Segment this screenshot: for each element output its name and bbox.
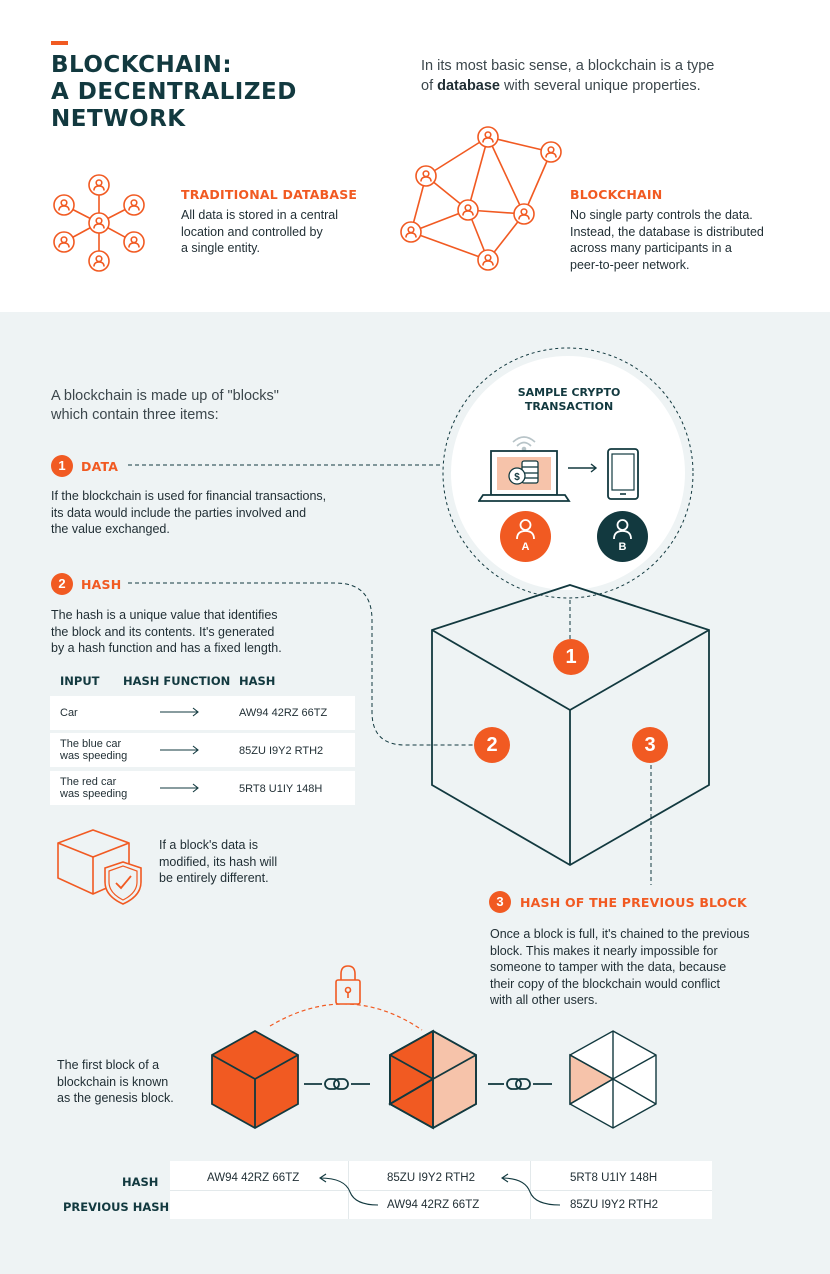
- party-a-label: A: [521, 541, 530, 553]
- intro-line-1: In its most basic sense, a blockchain is a type: [421, 58, 715, 74]
- block-2-previous-hash: AW94 42RZ 66TZ: [387, 1199, 480, 1211]
- person-icon: [124, 195, 144, 215]
- col-header-hash: HASH: [239, 674, 276, 688]
- block-3-previous-hash: 85ZU I9Y2 RTH2: [570, 1199, 658, 1211]
- title-line-2: A DECENTRALIZED: [51, 79, 297, 105]
- traditional-heading: TRADITIONAL DATABASE: [181, 187, 358, 202]
- phone-icon: [608, 449, 638, 499]
- col-header-hash-function: HASH FUNCTION: [123, 674, 231, 688]
- title-line-1: BLOCKCHAIN:: [51, 52, 233, 78]
- transaction-icons: [478, 424, 658, 514]
- person-icon: [612, 518, 633, 540]
- row-hash: 5RT8 U1IY 148H: [239, 783, 323, 795]
- data-heading: DATA: [81, 459, 119, 474]
- traditional-description: All data is stored in a central location and controlled by a single entity.: [181, 208, 339, 255]
- person-icon: [515, 518, 536, 540]
- arrow-right-icon: [160, 745, 200, 755]
- intro-bold-word: database: [437, 78, 500, 94]
- genesis-note: The first block of a blockchain is known as the genesis block.: [57, 1058, 174, 1105]
- block-2: [390, 1031, 476, 1128]
- row-input: The red car was speeding: [60, 776, 128, 800]
- page-title: [51, 52, 371, 133]
- blockchain-chain: [200, 960, 670, 1150]
- cube-number-1: 1: [553, 639, 589, 675]
- person-icon: [541, 142, 561, 162]
- prev-hash-description: Once a block is full, it's chained to the previous block. This makes it nearly impossible for someone to tamper with the data, because their copy of the blockchain would conflict with all other users.: [490, 927, 750, 1007]
- person-icon: [89, 175, 109, 195]
- transaction-title: SAMPLE CRYPTO TRANSACTION: [517, 386, 621, 413]
- table-row: [50, 733, 355, 767]
- wifi-icon: [513, 437, 535, 451]
- row-input: Car: [60, 707, 78, 719]
- modified-note: If a block's data is modified, its hash will be entirely different.: [159, 838, 278, 885]
- cube-number-3: 3: [632, 727, 668, 763]
- blockchain-description: No single party controls the data. Instead, the database is distributed across many participants in a peer-to-peer network.: [570, 208, 764, 272]
- intro-line-2: of database with several unique properties.: [421, 78, 701, 94]
- svg-text:$: $: [514, 472, 520, 483]
- intro-text: [421, 56, 781, 96]
- table-row: [50, 696, 355, 730]
- hash-number-badge: 2: [51, 573, 73, 595]
- person-icon: [54, 195, 74, 215]
- hash-row-label: HASH: [122, 1175, 159, 1189]
- col-header-input: INPUT: [60, 674, 100, 688]
- cube-shield-icon: [55, 828, 145, 906]
- person-icon: [478, 127, 498, 147]
- lock-icon: [336, 966, 360, 1004]
- table-row: [50, 771, 355, 805]
- blockchain-heading: BLOCKCHAIN: [570, 187, 663, 202]
- person-icon: [458, 200, 478, 220]
- decentralized-network-icon: [396, 124, 568, 274]
- party-b-avatar: [597, 511, 648, 562]
- person-icon: [54, 232, 74, 252]
- row-hash: 85ZU I9Y2 RTH2: [239, 745, 324, 757]
- arrow-right-icon: [568, 464, 596, 472]
- hash-heading: HASH: [81, 577, 122, 592]
- chain-link-icon: [304, 1079, 370, 1089]
- prev-hash-number-badge: 3: [489, 891, 511, 913]
- block-1-hash: AW94 42RZ 66TZ: [207, 1172, 300, 1184]
- party-a-avatar: [500, 511, 551, 562]
- cube-number-2: 2: [474, 727, 510, 763]
- block-3-hash: 5RT8 U1IY 148H: [570, 1172, 658, 1184]
- block-3: [570, 1031, 656, 1128]
- centralized-network-icon: [48, 174, 150, 274]
- genesis-block: [212, 1031, 298, 1128]
- person-icon: [416, 166, 436, 186]
- hash-link-arrows: [310, 1168, 570, 1218]
- person-icon: [89, 251, 109, 271]
- blocks-intro: A blockchain is made up of "blocks" which contain three items:: [51, 388, 279, 423]
- row-hash: AW94 42RZ 66TZ: [239, 707, 328, 719]
- accent-bar: [51, 41, 68, 45]
- data-description: If the blockchain is used for financial transactions, its data would include the parties involved and the value exchanged.: [51, 489, 327, 536]
- person-icon: [478, 250, 498, 270]
- prev-hash-heading: HASH OF THE PREVIOUS BLOCK: [520, 895, 747, 910]
- previous-hash-row-label: PREVIOUS HASH: [63, 1200, 170, 1214]
- row-input: The blue car was speeding: [60, 738, 128, 762]
- person-icon: [89, 213, 109, 233]
- person-icon: [124, 232, 144, 252]
- title-line-3: NETWORK: [51, 106, 186, 132]
- data-number-badge: 1: [51, 455, 73, 477]
- arrow-right-icon: [160, 783, 200, 793]
- person-icon: [401, 222, 421, 242]
- block-2-hash: 85ZU I9Y2 RTH2: [387, 1172, 475, 1184]
- person-icon: [514, 204, 534, 224]
- party-b-label: B: [618, 541, 627, 553]
- hash-description: The hash is a unique value that identifies the block and its contents. It's generated by a hash function and has a fixed length.: [51, 608, 282, 655]
- arrow-right-icon: [160, 707, 200, 717]
- chain-link-icon: [488, 1079, 552, 1089]
